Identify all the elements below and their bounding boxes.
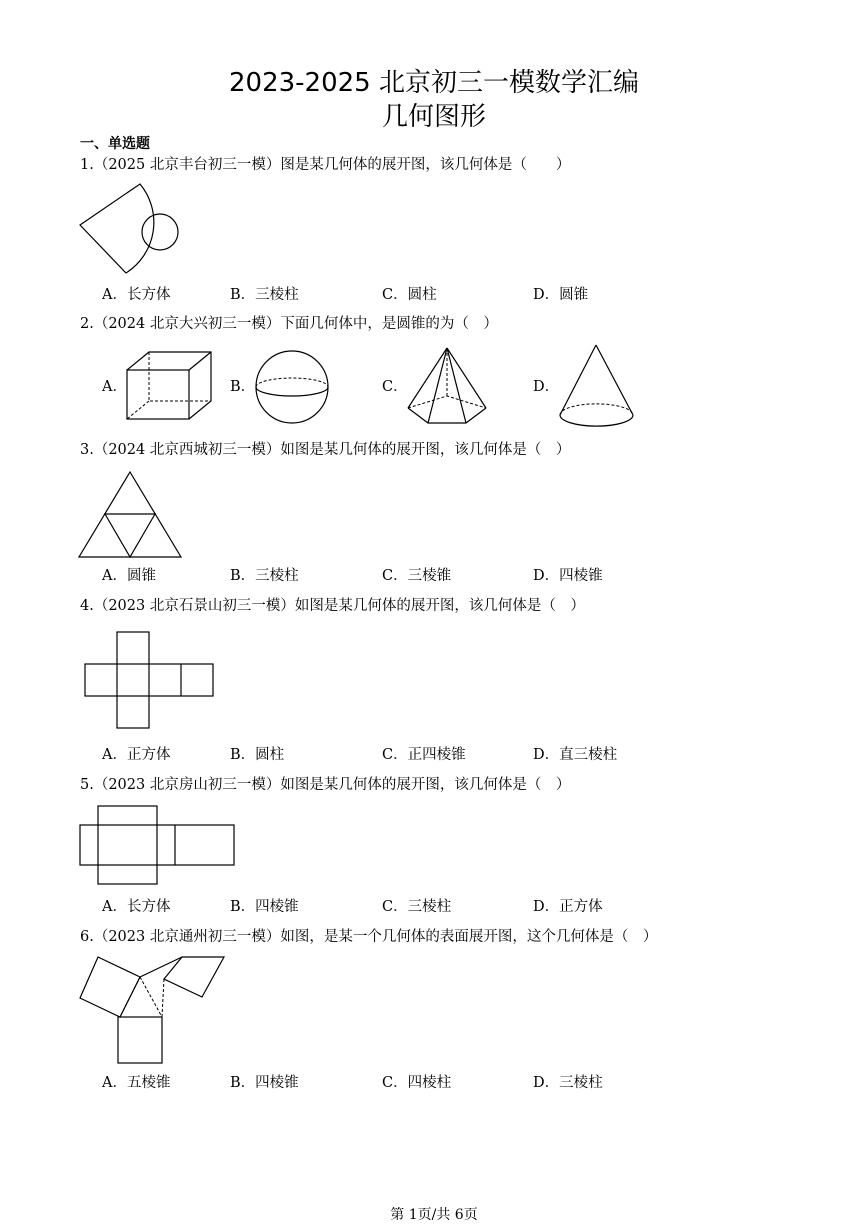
question-5-option-a[interactable]: A．长方体	[102, 899, 171, 915]
question-6-option-c[interactable]: C．四棱柱	[382, 1075, 452, 1091]
question-3-option-a[interactable]: A．圆锥	[102, 568, 156, 584]
question-2-option-b[interactable]: B．	[230, 379, 256, 395]
circle-shape	[142, 214, 178, 250]
question-6-figure	[78, 955, 228, 1067]
question-1-option-c[interactable]: C．圆柱	[382, 287, 437, 303]
question-2-figure-a	[126, 350, 214, 422]
question-1-option-b[interactable]: B．三棱柱	[230, 287, 299, 303]
section-heading: 一、单选题	[80, 136, 150, 152]
prism-net-diagram	[78, 955, 228, 1067]
cone-diagram	[558, 343, 636, 429]
question-5-stem: 5.（2023 北京房山初三一模）如图是某几何体的展开图，该几何体是（ ）	[80, 777, 571, 793]
question-5-option-b[interactable]: B．四棱锥	[230, 899, 299, 915]
question-1-figure	[78, 182, 188, 278]
question-6-option-b[interactable]: B．四棱锥	[230, 1075, 299, 1091]
question-6-option-d[interactable]: D．三棱柱	[533, 1075, 603, 1091]
question-3-option-b[interactable]: B．三棱柱	[230, 568, 299, 584]
question-6-option-a[interactable]: A．五棱锥	[102, 1075, 171, 1091]
question-4-option-d[interactable]: D．直三棱柱	[533, 747, 618, 763]
cuboid-diagram	[126, 350, 214, 422]
cone-net-diagram	[78, 182, 188, 278]
question-3-figure	[78, 470, 184, 560]
question-5-figure	[78, 805, 236, 887]
question-6-stem: 6.（2023 北京通州初三一模）如图，是某一个几何体的表面展开图，这个几何体是（ ）	[80, 929, 658, 945]
question-4-option-a[interactable]: A．正方体	[102, 747, 171, 763]
question-2-option-c[interactable]: C．	[382, 379, 408, 395]
document-subtitle: 几何图形	[381, 102, 486, 132]
question-1-option-d[interactable]: D．圆锥	[533, 287, 589, 303]
sphere-diagram	[255, 350, 331, 426]
question-2-option-a[interactable]: A．	[102, 379, 127, 395]
cube-net-diagram	[84, 631, 216, 731]
question-2-option-d[interactable]: D．	[533, 379, 560, 395]
question-4-option-b[interactable]: B．圆柱	[230, 747, 285, 763]
pyramid-diagram	[406, 346, 488, 426]
question-2-figure-c	[406, 346, 488, 426]
question-4-option-c[interactable]: C．正四棱锥	[382, 747, 466, 763]
question-4-figure	[84, 631, 216, 731]
document-title: 2023-2025 北京初三一模数学汇编	[229, 68, 639, 98]
question-1-option-a[interactable]: A．长方体	[102, 287, 171, 303]
triangle-net-diagram	[78, 470, 184, 560]
question-3-stem: 3.（2024 北京西城初三一模）如图是某几何体的展开图，该几何体是（ ）	[80, 442, 571, 458]
question-1-stem: 1.（2025 北京丰台初三一模）图是某几何体的展开图，该几何体是（ ）	[80, 157, 571, 173]
question-5-option-d[interactable]: D．正方体	[533, 899, 603, 915]
question-2-stem: 2.（2024 北京大兴初三一模）下面几何体中，是圆锥的为（ ）	[80, 316, 498, 332]
cuboid-net-diagram	[78, 805, 236, 887]
page-number: 第 1页/共 6页	[390, 1207, 478, 1223]
question-2-figure-b	[255, 350, 331, 426]
question-4-stem: 4.（2023 北京石景山初三一模）如图是某几何体的展开图，该几何体是（ ）	[80, 598, 585, 614]
question-2-figure-d	[558, 343, 636, 429]
question-5-option-c[interactable]: C．三棱柱	[382, 899, 452, 915]
question-3-option-c[interactable]: C．三棱锥	[382, 568, 452, 584]
question-3-option-d[interactable]: D．四棱锥	[533, 568, 603, 584]
